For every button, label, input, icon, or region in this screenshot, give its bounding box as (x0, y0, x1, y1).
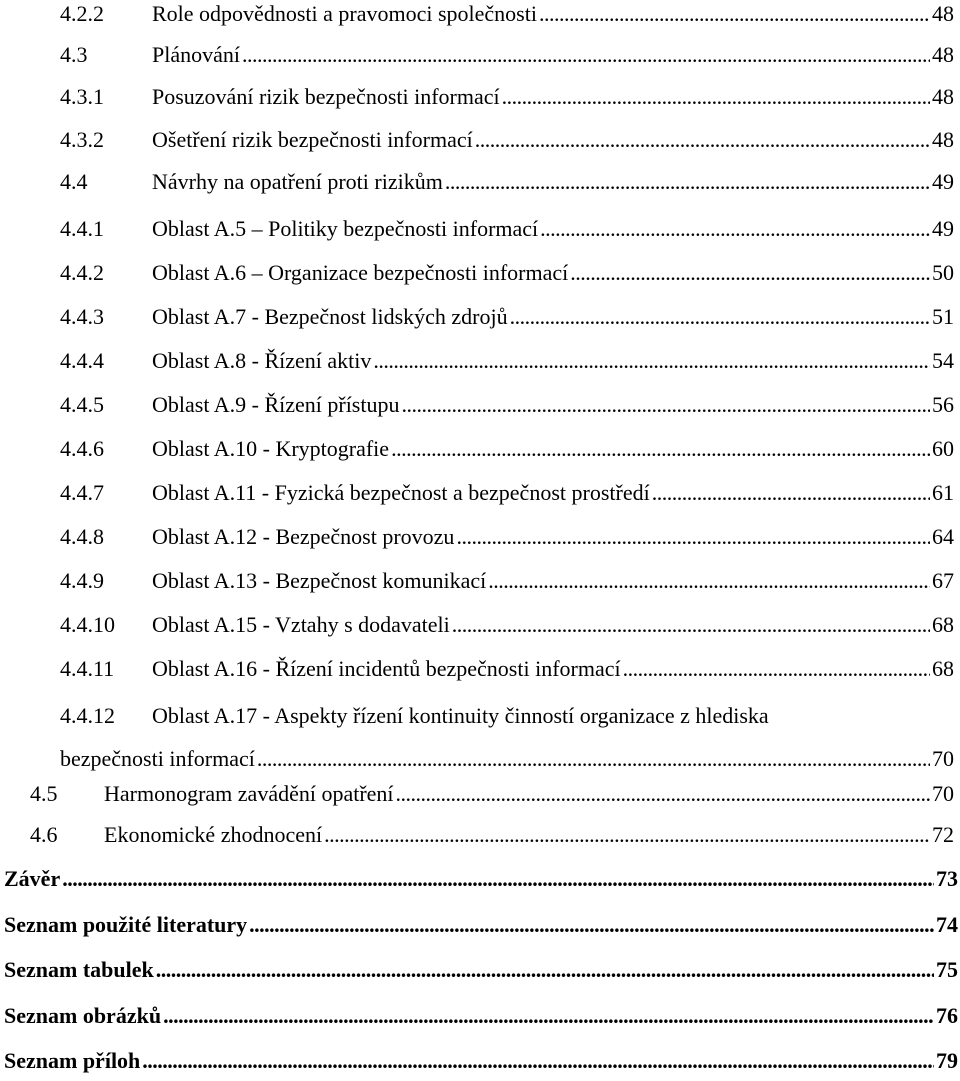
toc-entry-title: Seznam příloh (4, 1048, 141, 1073)
toc-entry-number: 4.4.10 (60, 612, 115, 637)
toc-entry-number: 4.3 (60, 42, 88, 67)
toc-entry-title-continued: bezpečnosti informací (60, 746, 255, 771)
toc-entry-title: Oblast A.16 - Řízení incidentů bezpečnosti informací (152, 656, 621, 681)
toc-entry-line-2 (0, 744, 954, 774)
toc-entry[interactable] (0, 346, 954, 376)
toc-entry[interactable] (0, 820, 954, 850)
toc-entry-number: 4.4.8 (60, 524, 104, 549)
toc-dot-leader (62, 864, 934, 894)
toc-dot-leader (163, 1001, 934, 1031)
toc-dot-leader (539, 0, 930, 29)
toc-entry[interactable] (0, 0, 954, 29)
toc-entry-number: 4.2.2 (60, 1, 104, 26)
toc-entry-title: Plánování (152, 42, 240, 67)
toc-dot-leader (396, 779, 930, 809)
toc-dot-leader (391, 434, 930, 464)
toc-entry-title: Oblast A.10 - Kryptografie (152, 436, 390, 461)
toc-entry-title: Oblast A.11 - Fyzická bezpečnost a bezpečnost prostředí (152, 480, 650, 505)
toc-entry-number: 4.4.11 (60, 656, 115, 681)
toc-dot-leader (623, 654, 930, 684)
toc-entry[interactable] (0, 434, 954, 464)
toc-entry-page: 73 (936, 866, 958, 891)
toc-dot-leader (242, 40, 930, 70)
toc-entry[interactable] (0, 390, 954, 420)
toc-entry-number: 4.4.3 (60, 304, 104, 329)
toc-entry-page: 48 (932, 42, 954, 67)
toc-dot-leader (488, 566, 930, 596)
toc-entry[interactable] (0, 654, 954, 684)
toc-entry[interactable] (0, 82, 954, 112)
toc-entry[interactable] (0, 701, 954, 774)
toc-dot-leader (652, 478, 930, 508)
toc-entry[interactable] (0, 566, 954, 596)
toc-entry-page: 60 (932, 436, 954, 461)
toc-entry-page: 79 (936, 1048, 958, 1073)
toc-entry-page: 49 (932, 216, 954, 241)
toc-entry[interactable] (0, 1001, 958, 1031)
toc-dot-leader (156, 955, 934, 985)
toc-entry[interactable] (0, 214, 954, 244)
toc-dot-leader (257, 744, 930, 774)
toc-entry-title: Seznam použité literatury (4, 912, 248, 937)
toc-entry[interactable] (0, 167, 954, 197)
toc-entry[interactable] (0, 910, 958, 940)
toc-entry-title: Oblast A.7 - Bezpečnost lidských zdrojů (152, 304, 508, 329)
toc-dot-leader (445, 167, 930, 197)
toc-entry-number: 4.4.7 (60, 480, 104, 505)
toc-dot-leader (373, 346, 930, 376)
toc-entry-page: 54 (932, 348, 954, 373)
toc-dot-leader (475, 125, 930, 155)
toc-entry[interactable] (0, 40, 954, 70)
toc-entry-number: 4.3.2 (60, 127, 104, 152)
toc-dot-leader (570, 258, 930, 288)
toc-entry-title: Oblast A.9 - Řízení přístupu (152, 392, 400, 417)
toc-entry[interactable] (0, 864, 958, 894)
toc-entry-title: Role odpovědnosti a pravomoci společnosti (152, 1, 537, 26)
toc-entry-title: Oblast A.12 - Bezpečnost provozu (152, 524, 455, 549)
toc-entry-number: 4.6 (30, 822, 58, 847)
toc-entry[interactable] (0, 478, 954, 508)
toc-entry-number: 4.4.6 (60, 436, 104, 461)
toc-entry-title: Ošetření rizik bezpečnosti informací (152, 127, 473, 152)
toc-entry-number: 4.5 (30, 781, 58, 806)
toc-entry-number: 4.4.5 (60, 392, 104, 417)
toc-entry[interactable] (0, 955, 958, 985)
toc-entry-number: 4.4.9 (60, 568, 104, 593)
toc-entry-page: 74 (936, 912, 958, 937)
toc-entry-title: Oblast A.6 – Organizace bezpečnosti informací (152, 260, 569, 285)
toc-entry-page: 67 (932, 568, 954, 593)
toc-entry-page: 51 (932, 304, 954, 329)
toc-dot-leader (456, 522, 930, 552)
toc-entry-line-1 (0, 701, 954, 731)
toc-entry-title: Seznam tabulek (4, 957, 154, 982)
toc-entry-number: 4.4 (60, 169, 88, 194)
toc-entry-number: 4.4.12 (60, 703, 115, 728)
toc-entry-title: Harmonogram zavádění opatření (104, 781, 394, 806)
toc-entry-number: 4.3.1 (60, 84, 104, 109)
toc-entry-title: Návrhy na opatření proti rizikům (152, 169, 443, 194)
toc-entry-page: 48 (932, 127, 954, 152)
toc-entry-title: Oblast A.15 - Vztahy s dodavateli (152, 612, 450, 637)
toc-entry-page: 61 (932, 480, 954, 505)
toc-entry[interactable] (0, 258, 954, 288)
toc-entry-page: 56 (932, 392, 954, 417)
toc-entry-page: 48 (932, 84, 954, 109)
toc-entry-title: Oblast A.8 - Řízení aktiv (152, 348, 372, 373)
toc-entry[interactable] (0, 302, 954, 332)
toc-entry-page: 75 (936, 957, 958, 982)
toc-entry-page: 70 (932, 781, 954, 806)
toc-dot-leader (142, 1046, 934, 1076)
toc-entry[interactable] (0, 779, 954, 809)
toc-dot-leader (540, 214, 930, 244)
toc-dot-leader (502, 82, 930, 112)
toc-entry[interactable] (0, 522, 954, 552)
toc-entry-number: 4.4.1 (60, 216, 104, 241)
toc-dot-leader (510, 302, 930, 332)
toc-entry-title: Oblast A.17 - Aspekty řízení kontinuity činností organizace z hlediska (152, 703, 769, 728)
toc-entry-page: 49 (932, 169, 954, 194)
toc-dot-leader (249, 910, 934, 940)
toc-entry[interactable] (0, 1046, 958, 1076)
toc-entry[interactable] (0, 610, 954, 640)
toc-entry-title: Oblast A.13 - Bezpečnost komunikací (152, 568, 487, 593)
toc-entry-title: Ekonomické zhodnocení (104, 822, 323, 847)
toc-entry-page: 64 (932, 524, 954, 549)
toc-entry-title: Posuzování rizik bezpečnosti informací (152, 84, 500, 109)
toc-dot-leader (324, 820, 930, 850)
toc-entry-page: 48 (932, 1, 954, 26)
toc-entry-page: 70 (932, 746, 954, 771)
toc-entry-page: 50 (932, 260, 954, 285)
toc-entry[interactable] (0, 125, 954, 155)
toc-entry-title: Závěr (4, 866, 61, 891)
toc-entry-title: Seznam obrázků (4, 1003, 162, 1028)
toc-entry-number: 4.4.2 (60, 260, 104, 285)
toc-entry-number: 4.4.4 (60, 348, 104, 373)
toc-entry-page: 68 (932, 612, 954, 637)
toc-entry-page: 76 (936, 1003, 958, 1028)
toc-dot-leader (452, 610, 930, 640)
toc-entry-title: Oblast A.5 – Politiky bezpečnosti informací (152, 216, 539, 241)
toc-dot-leader (401, 390, 930, 420)
toc-entry-page: 68 (932, 656, 954, 681)
toc-entry-page: 72 (932, 822, 954, 847)
